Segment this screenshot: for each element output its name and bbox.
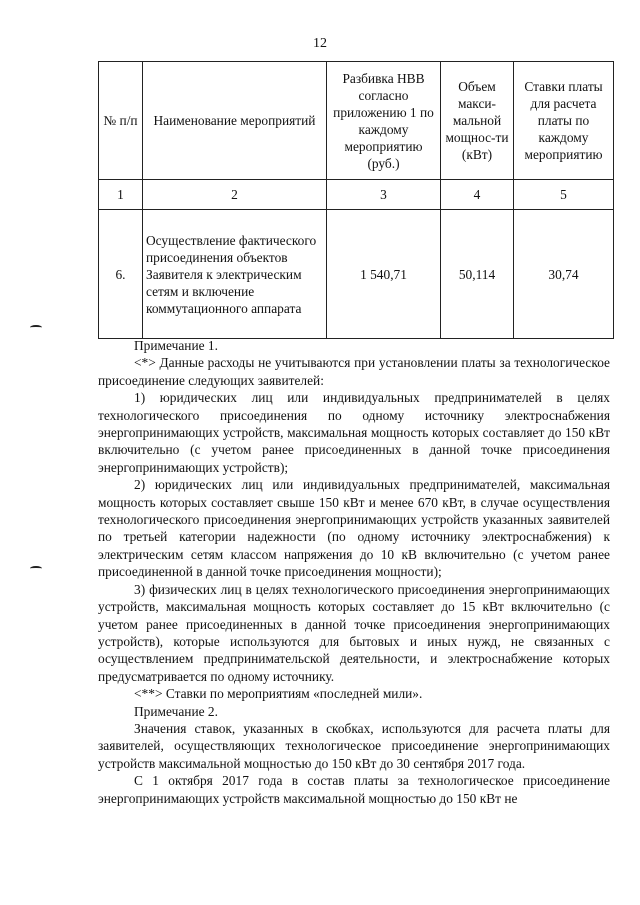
header-power: Объем макси-мальной мощнос-ти (кВт) bbox=[441, 62, 514, 180]
notes-text bbox=[98, 337, 610, 807]
paragraph: <**> Ставки по мероприятиям «последней мили». bbox=[134, 686, 423, 702]
note-heading: Примечание 2. bbox=[134, 703, 218, 719]
table-row bbox=[99, 210, 614, 339]
paragraph: 3) физических лиц в целях технологического присоединения энергопринимающих устройств, максимальная мощность которых составляет до 15 кВт включительно (с учетом ранее присоединенных в данной точке присоединения энергопринимающих устройств), которые используются для бытовых и иных нужд, не связанных с осуществлением предпринимательской деятельности, и электроснабжение которых предусматривается по одному источнику. bbox=[98, 581, 610, 684]
binding-hole-mark bbox=[30, 566, 42, 571]
column-number: 2 bbox=[143, 180, 327, 210]
row-nvv-value: 1 540,71 bbox=[327, 210, 441, 339]
paragraph: 1) юридических лиц или индивидуальных предпринимателей в целях технологического присоединения по одному источнику электроснабжения энергопринимающих устройств, максимальная мощность которых составляет до 150 кВт включительно (с учетом ранее присоединенных в данной точке присоединения энергопринимающих устройств); bbox=[98, 390, 610, 475]
note-heading: Примечание 1. bbox=[134, 338, 218, 353]
header-rate: Ставки платы для расчета платы по каждому мероприятию bbox=[514, 62, 614, 180]
column-number: 5 bbox=[514, 180, 614, 210]
column-number: 4 bbox=[441, 180, 514, 210]
header-name: Наименование мероприятий bbox=[143, 62, 327, 180]
column-number: 3 bbox=[327, 180, 441, 210]
column-numbering-row bbox=[99, 180, 614, 210]
table-header-row bbox=[99, 62, 614, 180]
row-rate-value: 30,74 bbox=[514, 210, 614, 339]
binding-hole-mark bbox=[30, 325, 42, 330]
paragraph: 2) юридических лиц или индивидуальных предпринимателей, максимальная мощность которых составляет свыше 150 кВт и менее 670 кВт, в случае осуществления технологического присоединения энергопринимающих устройств указанных заявителей по третьей категории надежности (по одному источнику электроснабжения) к электрическим сетям классом напряжения до 10 кВ включительно (с учетом ранее присоединенной в данной точке присоединения мощности); bbox=[98, 477, 610, 580]
header-number: № п/п bbox=[99, 62, 143, 180]
paragraph: С 1 октября 2017 года в состав платы за технологическое присоединение энергопринимающих устройств максимальной мощностью до 150 кВт не bbox=[98, 773, 610, 806]
header-nvv: Разбивка НВВ согласно приложению 1 по каждому мероприятию (руб.) bbox=[327, 62, 441, 180]
measures-table bbox=[98, 61, 614, 339]
column-number: 1 bbox=[99, 180, 143, 210]
row-number: 6. bbox=[99, 210, 143, 339]
row-power-value: 50,114 bbox=[441, 210, 514, 339]
page-number: 12 bbox=[313, 36, 327, 51]
paragraph: Значения ставок, указанных в скобках, используются для расчета платы для заявителей, осуществляющих технологическое присоединение энергопринимающих устройств максимальной мощностью до 150 кВт до 30 сентября 2017 года. bbox=[98, 720, 610, 771]
paragraph: <*> Данные расходы не учитываются при установлении платы за технологическое присоединение следующих заявителей: bbox=[98, 355, 610, 388]
row-measure-name: Осуществление фактического присоединения объектов Заявителя к электрическим сетям и включение коммутационного аппарата bbox=[143, 210, 327, 339]
